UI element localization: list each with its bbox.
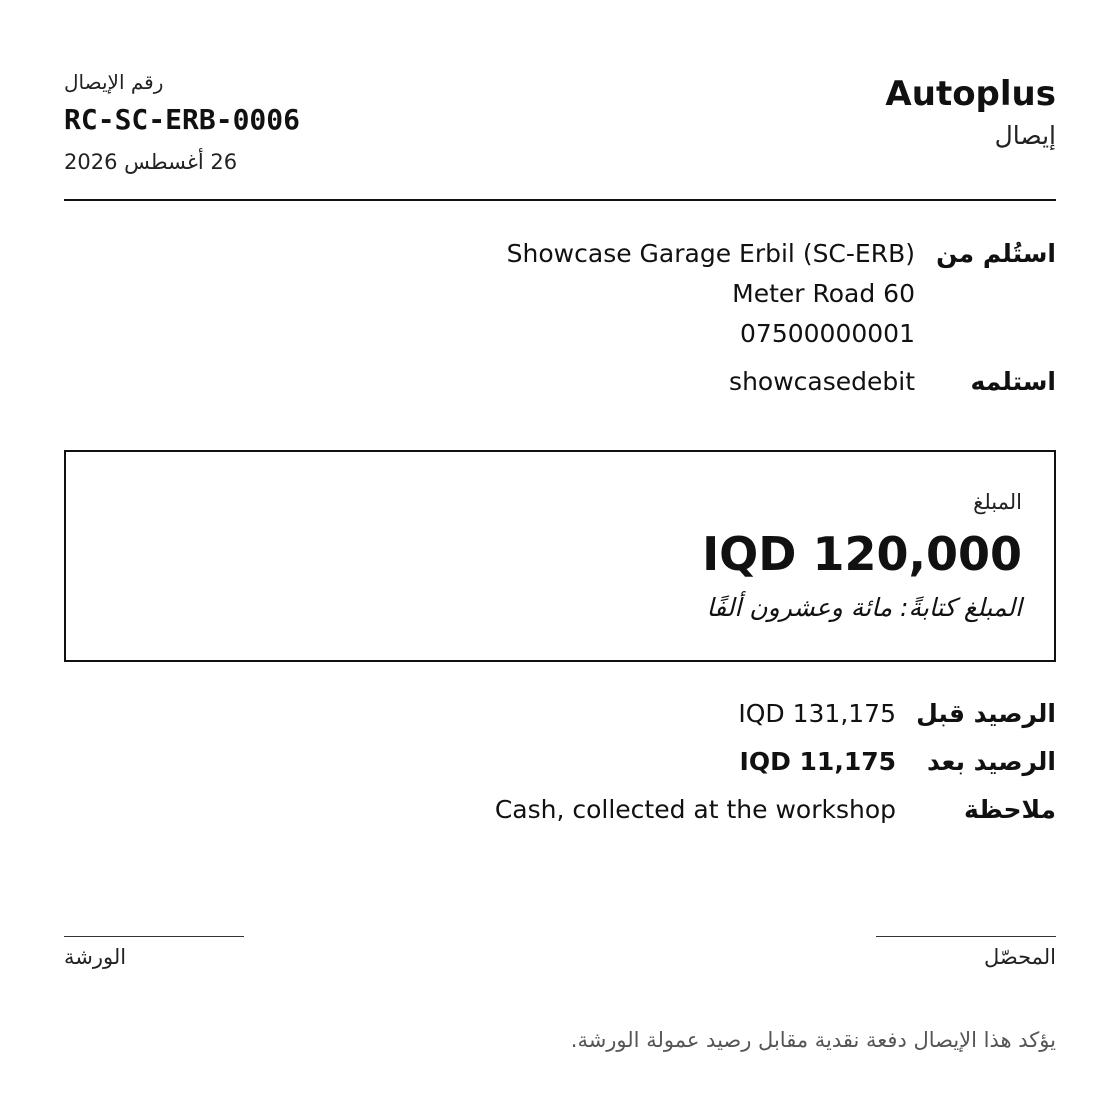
payer-phone: 07500000001 <box>740 319 915 348</box>
signature-line <box>876 936 1056 937</box>
brand-block <box>885 72 1056 154</box>
amount-box <box>64 450 1056 662</box>
header-divider <box>64 199 1056 201</box>
signature-line <box>64 936 244 937</box>
balance-after-label: الرصيد بعد <box>927 747 1056 776</box>
receipt-meta <box>64 66 364 178</box>
collector-signature <box>876 920 1056 973</box>
receiver-name: showcasedebit <box>729 367 915 396</box>
payer-name: Showcase Garage Erbil (SC-ERB) <box>506 239 915 268</box>
note-value: Cash, collected at the workshop <box>494 795 896 824</box>
received-by-label: استلمه <box>970 367 1056 396</box>
workshop-signature-label: الورشة <box>64 945 127 969</box>
receipt-date: 26 أغسطس 2026 <box>64 150 238 174</box>
workshop-signature <box>64 920 244 973</box>
amount-value: IQD 120,000 <box>702 527 1022 581</box>
payer-address: Meter Road 60 <box>732 279 915 308</box>
balance-before-value: IQD 131,175 <box>738 699 896 728</box>
footer-note: يؤكد هذا الإيصال دفعة نقدية مقابل رصيد عمولة الورشة. <box>570 1028 1056 1052</box>
document-type: إيصال <box>994 121 1056 150</box>
amount-label: المبلغ <box>973 490 1022 514</box>
balance-after-value: IQD 11,175 <box>739 747 896 776</box>
received-from-label: استُلم من <box>936 239 1056 268</box>
collector-signature-label: المحصّل <box>983 945 1056 969</box>
note-label: ملاحظة <box>964 795 1056 824</box>
balance-before-label: الرصيد قبل <box>916 699 1056 728</box>
amount-in-words: المبلغ كتابةً: مائة وعشرون ألفًا <box>706 593 1022 622</box>
receipt-number: RC-SC-ERB-0006 <box>64 103 301 136</box>
brand-name: Autoplus <box>885 74 1056 114</box>
received-by-value <box>315 362 915 402</box>
receipt-number-label: رقم الإيصال <box>64 70 164 94</box>
received-from-details <box>315 234 915 354</box>
